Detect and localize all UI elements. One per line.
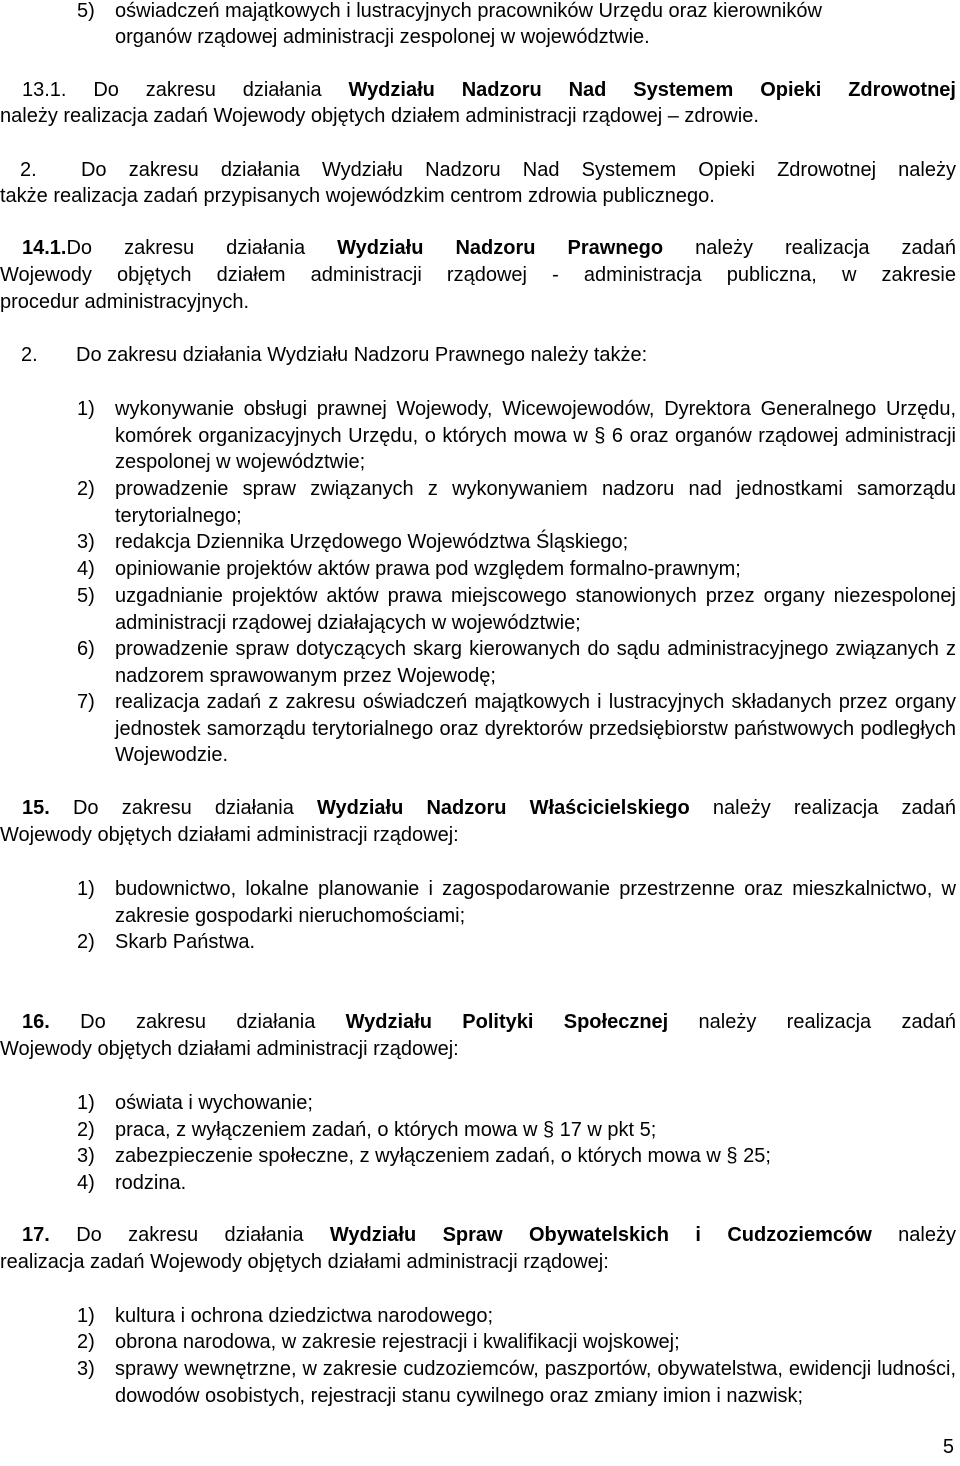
list-item xyxy=(79,1143,956,1170)
list-item xyxy=(79,1329,956,1356)
paragraph-text: należy realizacja zadań xyxy=(689,797,956,819)
department-name: Wydziału Nadzoru Prawnego xyxy=(337,237,664,259)
paragraph-text: należy xyxy=(871,1224,956,1246)
list-text: opiniowanie projektów aktów prawa pod względem formalno-prawnym; xyxy=(115,558,741,580)
paragraph-15-line2 xyxy=(0,822,956,848)
list-text: redakcja Dziennika Urzędowego Województwa Śląskiego; xyxy=(115,531,629,553)
list-item xyxy=(79,1117,956,1144)
paragraph-number: 14.1. xyxy=(22,237,67,259)
paragraph-text: należy realizacja zadań xyxy=(663,237,957,259)
department-name: Wydziału Nadzoru Właścicielskiego xyxy=(317,797,690,819)
paragraph-number: 13.1. xyxy=(22,79,67,101)
list-item xyxy=(79,556,956,583)
list-item xyxy=(79,529,956,556)
list-item xyxy=(79,1090,956,1117)
paragraph-text: realizacja zadań Wojewody objętych działami administracji rządowej: xyxy=(0,1251,609,1273)
list-number: 2) xyxy=(77,478,95,500)
list-number: 2) xyxy=(77,1119,95,1141)
paragraph-number: 2. xyxy=(21,344,38,366)
list-text-line: organów rządowej administracji zespolonej w województwie. xyxy=(115,26,650,48)
paragraph-16 xyxy=(0,1009,956,1035)
paragraph-text: procedur administracyjnych. xyxy=(0,291,249,313)
page-number: 5 xyxy=(942,1436,954,1458)
list-text: oświata i wychowanie; xyxy=(115,1092,313,1114)
paragraph-text: także realizacja zadań przypisanych wojewódzkim centrom zdrowia publicznego. xyxy=(0,185,715,207)
paragraph-number: 17. xyxy=(22,1224,50,1246)
list-number: 2) xyxy=(77,1331,95,1353)
list-number: 5) xyxy=(77,0,95,22)
paragraph-text: Do zakresu działania Wydziału Nadzoru Nad Systemem Opieki Zdrowotnej należy xyxy=(80,159,956,181)
list-number: 3) xyxy=(77,1358,95,1380)
list-number: 1) xyxy=(77,1092,95,1114)
department-name: Wydziału Polityki Społecznej xyxy=(345,1011,669,1033)
list-item xyxy=(79,929,956,956)
list-text: praca, z wyłączeniem zadań, o których mowa w § 17 w pkt 5; xyxy=(115,1119,657,1141)
list-item xyxy=(79,396,956,476)
list-text: sprawy wewnętrzne, w zakresie cudzoziemców, paszportów, obywatelstwa, ewidencji ludności, dowodów osobistych, rejestracji stanu cywilnego oraz zmiany imion i nazwisk; xyxy=(115,1358,956,1407)
list-number: 1) xyxy=(77,878,95,900)
paragraph-text: Do zakresu działania xyxy=(66,79,349,101)
paragraph-text: należy realizacja zadań Wojewody objętych działem administracji rządowej – zdrowie. xyxy=(0,105,759,127)
list-text-line: oświadczeń majątkowych i lustracyjnych pracowników Urzędu oraz kierowników xyxy=(115,0,822,22)
department-name: Wydziału Spraw Obywatelskich i Cudzoziemców xyxy=(329,1224,872,1246)
paragraph-16-line2 xyxy=(0,1036,956,1062)
list-item xyxy=(79,1303,956,1330)
list-number: 3) xyxy=(77,531,95,553)
list-number: 7) xyxy=(77,691,95,713)
list-item xyxy=(79,1170,956,1197)
list-text: realizacja zadań z zakresu oświadczeń majątkowych i lustracyjnych składanych przez organy jednostek samorządu terytorialnego oraz dyrektorów przedsiębiorstw państwowych podległych Wojewodzie. xyxy=(115,691,956,766)
list-item xyxy=(79,476,956,529)
list-text: kultura i ochrona dziedzictwa narodowego; xyxy=(115,1305,493,1327)
paragraph-text: Do zakresu działania xyxy=(49,1224,330,1246)
list-text: obrona narodowa, w zakresie rejestracji i kwalifikacji wojskowej; xyxy=(115,1331,680,1353)
paragraph-14-1-line2 xyxy=(0,262,956,288)
paragraph-number: 15. xyxy=(22,797,50,819)
paragraph-number: 2. xyxy=(20,159,37,181)
paragraph-14-1 xyxy=(0,235,956,261)
paragraph-number: 16. xyxy=(22,1011,50,1033)
list-item xyxy=(79,636,956,689)
list-text: wykonywanie obsługi prawnej Wojewody, Wicewojewodów, Dyrektora Generalnego Urzędu, komórek organizacyjnych Urzędu, o których mowa w § 6 oraz organów rządowej administracji zespolonej w województwie; xyxy=(115,398,956,473)
paragraph-13-2-line2 xyxy=(0,183,956,209)
paragraph-15 xyxy=(0,795,956,821)
list-text: zabezpieczenie społeczne, z wyłączeniem zadań, o których mowa w § 25; xyxy=(115,1145,771,1167)
list-text: Skarb Państwa. xyxy=(115,931,256,953)
list-text: prowadzenie spraw związanych z wykonywaniem nadzoru nad jednostkami samorządu terytorialnego; xyxy=(115,478,956,527)
list-number: 1) xyxy=(77,1305,95,1327)
list-item xyxy=(79,689,956,769)
list-item xyxy=(79,876,956,929)
paragraph-17 xyxy=(0,1222,956,1248)
paragraph-13-1-line2 xyxy=(0,103,956,129)
list-number: 2) xyxy=(77,931,95,953)
list-number: 4) xyxy=(77,558,95,580)
list-text: rodzina. xyxy=(115,1172,187,1194)
list-text: uzgadnianie projektów aktów prawa miejscowego stanowionych przez organy niezespolonej administracji rządowej działających w województwie; xyxy=(115,585,956,634)
paragraph-text: Wojewody objętych działem administracji rządowej - administracja publiczna, w zakresie xyxy=(0,264,956,286)
list-text: prowadzenie spraw dotyczących skarg kierowanych do sądu administracyjnego związanych z nadzorem sprawowanym przez Wojewodę; xyxy=(115,638,956,687)
department-name: Wydziału Nadzoru Nad Systemem Opieki Zdrowotnej xyxy=(348,79,956,101)
paragraph-text: Do zakresu działania xyxy=(49,1011,346,1033)
list-number: 4) xyxy=(77,1172,95,1194)
list-number: 6) xyxy=(77,638,95,660)
paragraph-14-1-line3 xyxy=(0,289,956,315)
list-number: 3) xyxy=(77,1145,95,1167)
paragraph-13-2 xyxy=(0,157,956,183)
list-number: 1) xyxy=(77,398,95,420)
list-text: budownictwo, lokalne planowanie i zagospodarowanie przestrzenne oraz mieszkalnictwo, w zakresie gospodarki nieruchomościami; xyxy=(115,878,956,927)
list-number: 5) xyxy=(77,585,95,607)
paragraph-text: Do zakresu działania Wydziału Nadzoru Prawnego należy także: xyxy=(76,344,648,366)
paragraph-text: należy realizacja zadań xyxy=(668,1011,956,1033)
paragraph-13-1 xyxy=(0,77,956,103)
paragraph-text: Do zakresu działania xyxy=(66,237,338,259)
paragraph-17-line2 xyxy=(0,1249,956,1275)
paragraph-text: Wojewody objętych działami administracji rządowej: xyxy=(0,824,459,846)
paragraph-text: Wojewody objętych działami administracji rządowej: xyxy=(0,1038,459,1060)
list-item xyxy=(79,583,956,636)
list-item xyxy=(79,1356,956,1409)
paragraph-text: Do zakresu działania xyxy=(49,797,317,819)
